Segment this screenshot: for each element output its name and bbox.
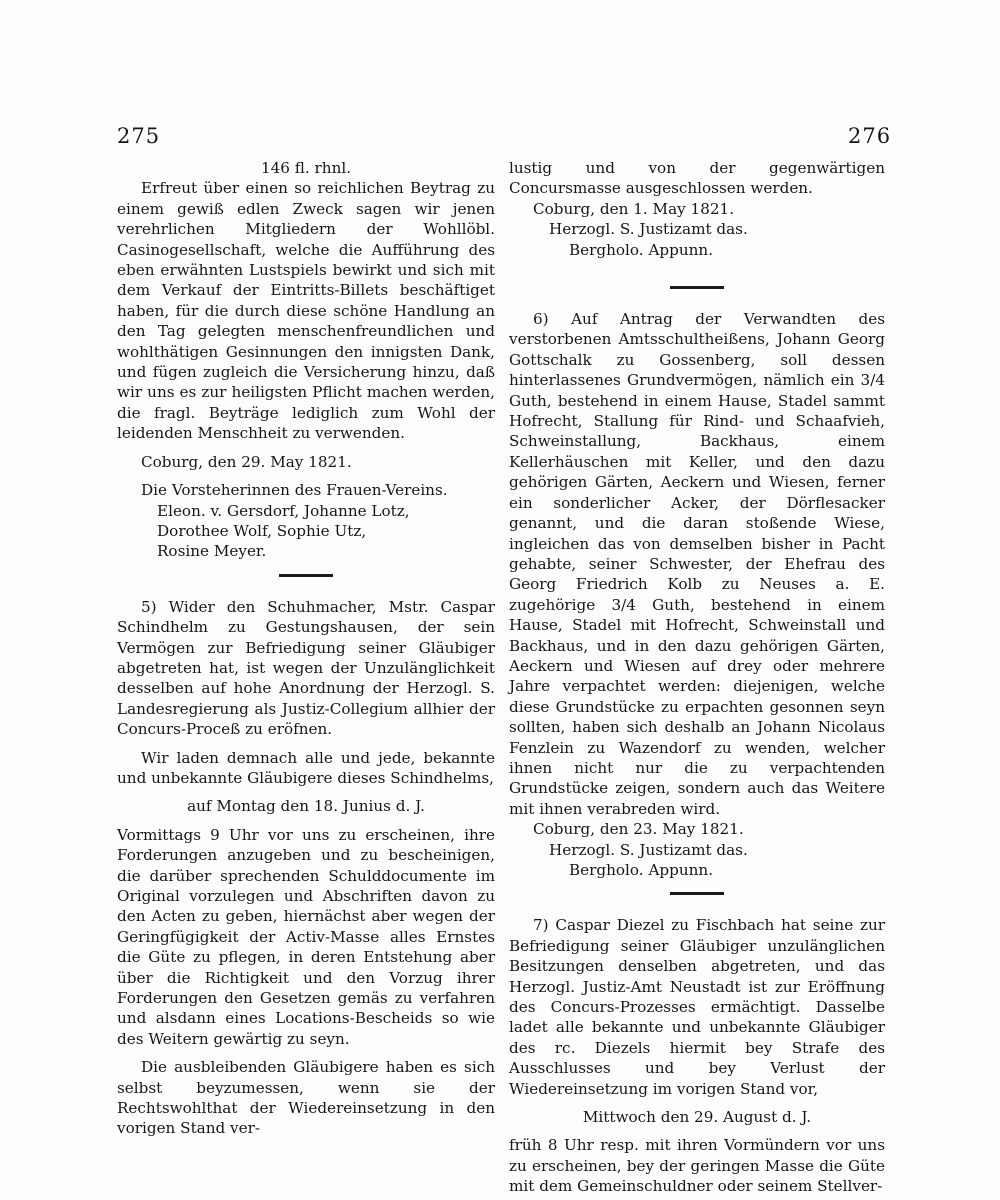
notice-5-paragraph: 5) Wider den Schuhmacher, Mstr. Caspar Schindhelm zu Gestungshausen, der sein Vermögen zur Befriedigung seiner Gläubiger abgetreten hat, ist wegen der Unzulänglichkeit desselben auf hohe Anordnung der Herzogl. S. Landesregierung als Justiz-Collegium allhier der Concurs-Proceß zu eröfnen. — [117, 597, 495, 739]
signature-line: Rosine Meyer. — [157, 542, 267, 561]
section-divider — [279, 574, 333, 577]
page-number-left: 275 — [117, 124, 161, 148]
signature-line: Eleon. v. Gersdorf, Johanne Lotz, — [157, 501, 410, 520]
notice-5-closing: Die ausbleibenden Gläubigere haben es sich selbst beyzumessen, wenn sie der Rechtswohlthat der Wiedereinsetzung in den vorigen Stand ver- — [117, 1058, 495, 1138]
authority-line: Herzogl. S. Justizamt das. — [549, 220, 748, 239]
thanks-paragraph: Erfreut über einen so reichlichen Beytrag zu einem gewiß edlen Zweck sagen wir jenen verehrlichen Mitgliedern der Wohllöbl. Casinogesellschaft, welche die Aufführung des eben erwähnten Lustspiels bewirkt und sich mit dem Verkauf der Eintritts-Billets beschäftiget haben, für die durch diese schöne Handlung an den Tag gelegten menschenfreundlichen und wohlthätigen Gesinnungen den innigsten Dank, und fügen zugleich die Versicherung hinzu, daß wir uns es zur heiligsten Pflicht machen werden, die fragl. Beyträge lediglich zum Wohl der leidenden Menschheit zu verwenden. — [117, 179, 495, 443]
dateline: Coburg, den 23. May 1821. — [533, 820, 744, 839]
notice-7-date: Mittwoch den 29. August d. J. — [582, 1108, 812, 1127]
notice-5-instructions: Vormittags 9 Uhr vor uns zu erscheinen, ihre Forderungen anzugeben und zu bescheinigen, die darüber sprechenden Schulddocumente im Original vorzulegen und Abschriften davon zu den Acten zu geben, hiernächst aber wegen der Geringfügigkeit der Activ-Masse alles Ernstes die Güte zu pflegen, in deren Entstehung aber über die Richtigkeit und den Vorzug ihrer Forderungen den Gesetzen gemäs zu verfahren und alsdann eines Locations-Bescheids so wie des Weitern gewärtig zu seyn. — [117, 825, 495, 1048]
left-column — [117, 158, 495, 1139]
signature-line: Die Vorsteherinnen des Frauen-Vereins. — [141, 481, 448, 500]
dateline: Coburg, den 29. May 1821. — [141, 452, 352, 471]
notice-6-paragraph: 6) Auf Antrag der Verwandten des verstorbenen Amtsschultheißens, Johann Georg Gottschalk zu Gossenberg, soll dessen hinterlassenes Grundvermögen, nämlich ein 3/4 Guth, bestehend in einem Hause, Stadel sammt Hofrecht, Stallung für Rind- und Schaafvieh, Schweinstallung, Backhaus, einem Kellerhäuschen mit Keller, und den dazu gehörigen Gärten, Aeckern und Wiesen, ferner ein sonderlicher Acker, der Dörflesacker genannt, und die daran stoßende Wiese, ingleichen das von demselben bisher in Pacht gehabte, seiner Schwester, der Ehefrau des Georg Friedrich Kolb zu Neuses a. E. zugehörige 3/4 Guth, bestehend in einem Hause, Stadel mit Hofrecht, Schweinstall und Backhaus, und in den dazu gehörigen Gärten, Aeckern und Wiesen auf drey oder mehrere Jahre verpachtet werden: diejenigen, welche diese Grundstücke zu erpachten gesonnen seyn sollten, haben sich deshalb an Johann Nicolaus Fenzlein zu Wazendorf zu wenden, welcher ihnen nicht nur die zu verpachtenden Grundstücke zeigen, sondern auch das Weitere mit ihnen verabreden wird. — [509, 310, 885, 818]
signatories-line: Bergholo. Appunn. — [569, 861, 714, 879]
right-column — [509, 158, 885, 1197]
signature-line: Dorothee Wolf, Sophie Utz, — [157, 521, 367, 540]
notice-7-paragraph: 7) Caspar Diezel zu Fischbach hat seine zur Befriedigung seiner Gläubiger unzulänglichen Besitzungen denselben abgetreten, und das Herzogl. Justiz-Amt Neustadt ist zur Eröffnung des Concurs-Prozesses ermächtigt. Dasselbe ladet alle bekannte und unbekannte Gläubiger des rc. Diezels hiermit bey Strafe des Ausschlusses und bey Verlust der Wiedereinsetzung im vorigen Stand vor, — [509, 916, 885, 1098]
page-number-right: 276 — [848, 124, 892, 148]
notice-5-summons: Wir laden demnach alle und jede, bekannte und unbekannte Gläubigere dieses Schindhelms, — [117, 748, 495, 787]
amount-line: 146 fl. rhnl. — [260, 159, 352, 177]
continuation-text: lustig und von der gegenwärtigen Concursmasse ausgeschlossen werden. — [509, 159, 885, 198]
notice-7-instructions: früh 8 Uhr resp. mit ihren Vormündern vor uns zu erscheinen, bey der geringen Masse die Güte mit dem Gemeinschuldner oder seinem Stellver- — [509, 1136, 885, 1196]
authority-line: Herzogl. S. Justizamt das. — [549, 840, 748, 859]
section-divider — [670, 892, 724, 895]
dateline: Coburg, den 1. May 1821. — [533, 199, 735, 218]
notice-5-date: auf Montag den 18. Junius d. J. — [187, 797, 425, 816]
signatories-line: Bergholo. Appunn. — [569, 240, 714, 259]
section-divider — [670, 286, 724, 289]
